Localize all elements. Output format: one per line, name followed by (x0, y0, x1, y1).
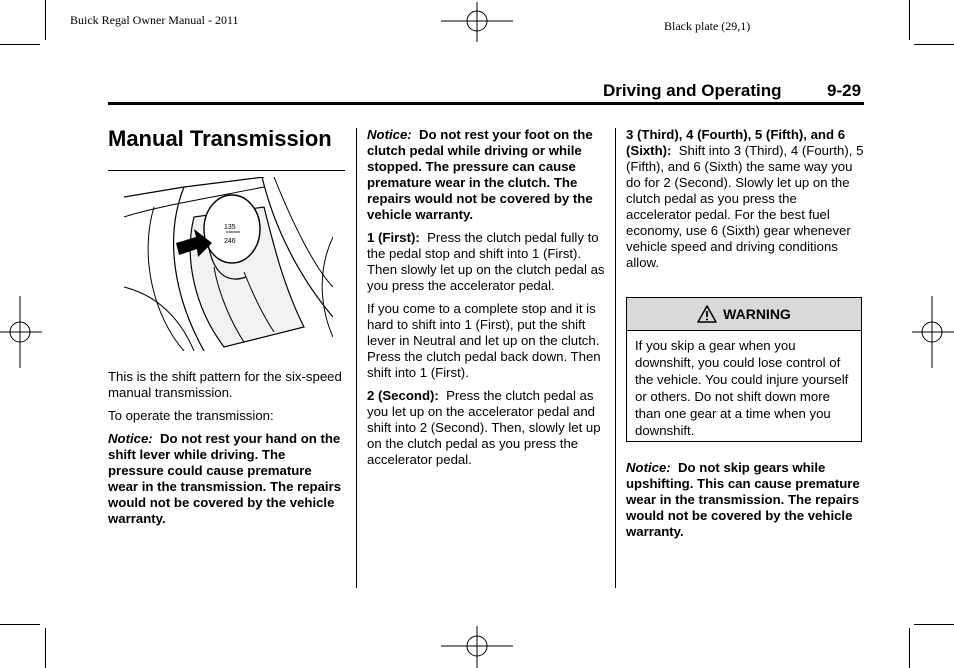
notice-foot (367, 127, 605, 223)
crop-mark (914, 44, 954, 45)
column-3 (626, 127, 864, 278)
notice-gears (626, 460, 864, 540)
section-title: Driving and Operating (603, 81, 782, 100)
header-rule (108, 102, 864, 105)
crop-mark (45, 628, 46, 668)
crop-mark (0, 624, 40, 625)
crop-mark (909, 628, 910, 668)
warning-header (627, 298, 861, 331)
registration-mark-right (912, 296, 954, 368)
notice-hand (108, 431, 344, 527)
plate-label: Black plate (29,1) (664, 19, 751, 33)
registration-mark-bottom (441, 626, 513, 668)
page-number: 9-29 (827, 81, 862, 100)
page-title: Manual Transmission (108, 126, 332, 151)
notice-label: Notice: (626, 460, 671, 475)
registration-mark-left (0, 296, 42, 368)
warning-triangle-icon (697, 305, 717, 323)
intro-text: To operate the transmission: (108, 408, 274, 423)
crop-mark (45, 0, 46, 40)
second-gear-text: Press the clutch pedal as you let up on the accelerator pedal and shift into 2 (Second). Then, slowly let up on the clutch pedal as you press the accelerator pedal. (367, 388, 601, 467)
first-gear-label: 1 (First): (367, 230, 420, 245)
higher-gears-text: Shift into 3 (Third), 4 (Fourth), 5 (Fifth), and 6 (Sixth) the same way you do for 2 (Second). Slowly let up on the clutch pedal as you press the accelerator pedal. For the best fuel economy, use 6 (Sixth) gear whenever vehicle speed and driving conditions allow. (626, 143, 864, 270)
higher-gears-label: 3 (Third), 4 (Fourth), 5 (Fifth), and 6 (Sixth): (626, 127, 846, 158)
shifter-illustration (124, 177, 333, 351)
warning-label: WARNING (723, 306, 791, 322)
notice-text: Do not skip gears while upshifting. This can cause premature wear in the transmission. The repairs would not be covered by the vehicle warranty. (626, 460, 860, 539)
first-gear (367, 230, 605, 294)
crop-mark (0, 44, 40, 45)
caption-text: This is the shift pattern for the six-speed manual transmission. (108, 369, 342, 400)
title-rule (108, 170, 345, 171)
registration-mark-top (441, 2, 513, 42)
notice-label: Notice: (108, 431, 153, 446)
svg-text:246: 246 (224, 238, 236, 245)
warning-text: If you skip a gear when you downshift, you could lose control of the vehicle. You could injure yourself or others. Do not shift down more than one gear at a time when you downshift. (635, 338, 849, 438)
crop-mark (914, 624, 954, 625)
notice-label: Notice: (367, 127, 412, 142)
notice-gears-block (626, 460, 864, 547)
column-2 (367, 127, 605, 475)
column-1 (108, 369, 344, 534)
notice-text: Do not rest your hand on the shift lever while driving. The pressure could cause premature wear in the transmission. The repairs would not be covered by the vehicle warranty. (108, 431, 342, 526)
svg-text:135: 135 (224, 224, 236, 231)
second-gear (367, 388, 605, 468)
stop-text: If you come to a complete stop and it is hard to shift into 1 (First), put the shift lever in Neutral and let up on the clutch. Press the clutch pedal back down. Then shift into 1 (First). (367, 301, 601, 380)
higher-gears (626, 127, 864, 271)
column-divider (356, 128, 357, 588)
notice-text: Do not rest your foot on the clutch pedal while driving or while stopped. The pressure can cause premature wear in the clutch. The repairs would not be covered by the vehicle warranty. (367, 127, 593, 222)
column-divider (615, 128, 616, 588)
crop-mark (909, 0, 910, 40)
second-gear-label: 2 (Second): (367, 388, 439, 403)
first-gear-text: Press the clutch pedal fully to the pedal stop and shift into 1 (First). Then slowly let up on the clutch pedal as you press the accelerator pedal. (367, 230, 605, 293)
warning-box (626, 297, 862, 442)
manual-title: Buick Regal Owner Manual - 2011 (70, 13, 239, 27)
